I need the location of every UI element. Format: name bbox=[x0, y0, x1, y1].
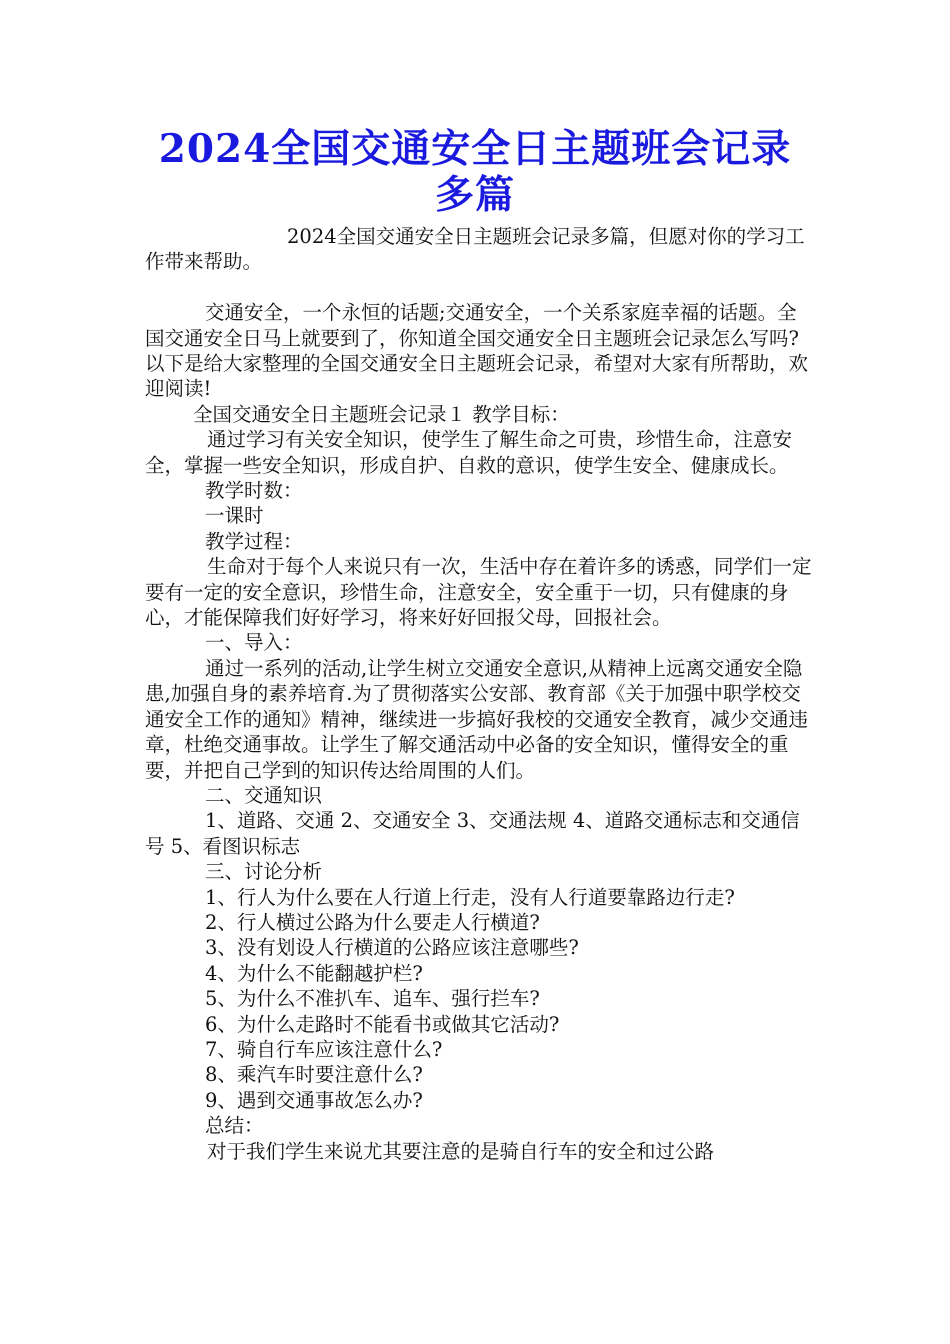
section-1-heading: 一、导入： bbox=[205, 631, 303, 655]
title-line-1: 2024全国交通安全日主题班会记录 bbox=[158, 126, 792, 172]
question-item: 8、乘汽车时要注意什么? bbox=[205, 1063, 423, 1087]
question-item: 6、为什么走路时不能看书或做其它活动? bbox=[205, 1012, 560, 1036]
record-heading: 全国交通安全日主题班会记录１ 教学目标： bbox=[193, 402, 570, 426]
question-item: 5、为什么不准扒车、追车、强行拦车? bbox=[205, 987, 540, 1011]
summary-text: 对于我们学生来说尤其要注意的是骑自行车的安全和过公路 bbox=[207, 1139, 715, 1163]
question-item: 9、遇到交通事故怎么办? bbox=[205, 1088, 423, 1112]
document-title bbox=[120, 126, 830, 218]
question-item: 2、行人横过公路为什么要走人行横道? bbox=[205, 910, 540, 934]
teaching-process-label: 教学过程： bbox=[205, 529, 303, 553]
section-1-text: 通过一系列的活动,让学生树立交通安全意识,从精神上远离交通安全隐患,加强自身的素养培育.为了贯彻落实公安部、教育部《关于加强中职学校交通安全工作的通知》精神，继续进一步搞好我校的交通安全教育，减少交通违章，杜绝交通事故。让学生了解交通活动中必备的安全知识，懂得安全的重要，并把自己学到的知识传达给周围的人们。 bbox=[145, 656, 809, 782]
teaching-process-text: 生命对于每个人来说只有一次，生活中存在着许多的诱惑，同学们一定要有一定的安全意识，珍惜生命，注意安全，安全重于一切，只有健康的身心，才能保障我们好好学习，将来好好回报父母，回报社会。 bbox=[145, 555, 812, 630]
opening-paragraph: 交通安全，一个永恒的话题;交通安全，一个关系家庭幸福的话题。全国交通安全日马上就要到了，你知道全国交通安全日主题班会记录怎么写吗?以下是给大家整理的全国交通安全日主题班会记录，希望对大家有所帮助，欢迎阅读! bbox=[145, 301, 809, 401]
intro-paragraph: 2024全国交通安全日主题班会记录多篇，但愿对你的学习工作带来帮助。 bbox=[145, 225, 805, 274]
question-item: 7、骑自行车应该注意什么? bbox=[205, 1037, 443, 1061]
section-2-text: 1、道路、交通 2、交通安全 3、交通法规 4、道路交通标志和交通信号 5、看图识标志 bbox=[145, 809, 800, 858]
section-3-heading: 三、讨论分析 bbox=[205, 860, 323, 884]
teaching-hours-label: 教学时数： bbox=[205, 479, 303, 503]
document-body bbox=[145, 224, 815, 1164]
title-line-2: 多篇 bbox=[434, 172, 515, 218]
question-item: 1、行人为什么要在人行道上行走，没有人行道要靠路边行走? bbox=[205, 885, 735, 909]
summary-label: 总结： bbox=[205, 1114, 264, 1138]
section-2-heading: 二、交通知识 bbox=[205, 783, 323, 807]
blank-line bbox=[145, 275, 815, 300]
teaching-goal: 通过学习有关安全知识，使学生了解生命之可贵，珍惜生命，注意安全，掌握一些安全知识，形成自护、自救的意识，使学生安全、健康成长。 bbox=[145, 428, 793, 477]
question-item: 4、为什么不能翻越护栏? bbox=[205, 961, 423, 985]
teaching-hours-value: 一课时 bbox=[205, 504, 264, 528]
question-item: 3、没有划设人行横道的公路应该注意哪些? bbox=[205, 936, 579, 960]
